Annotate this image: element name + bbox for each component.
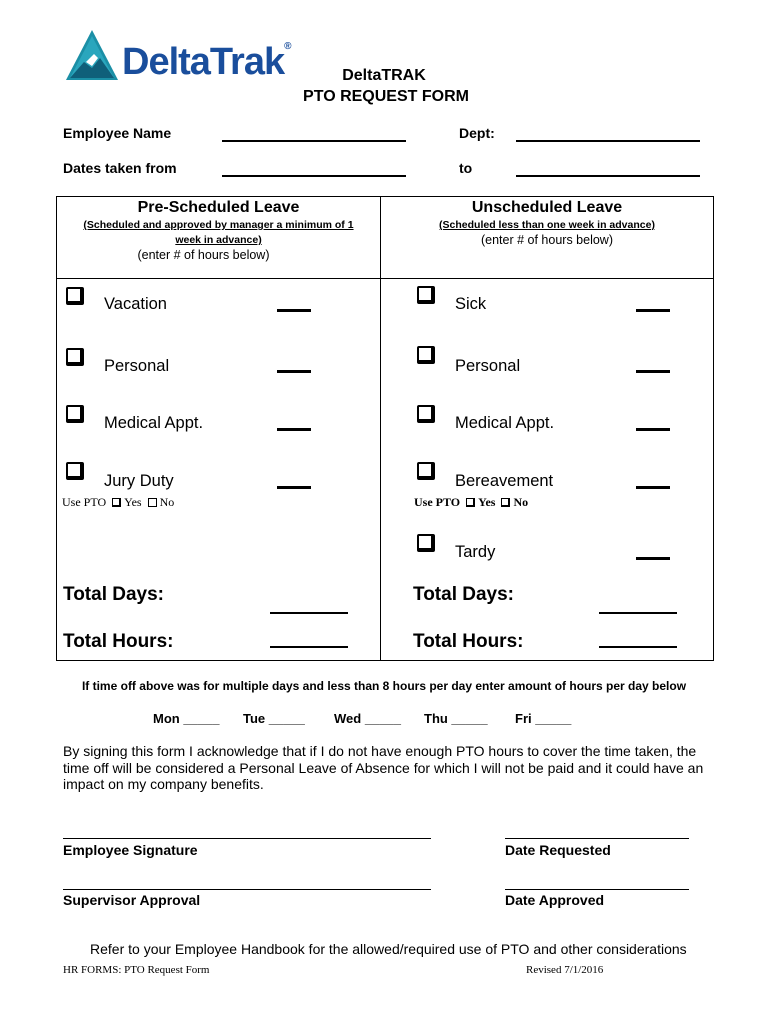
trademark-mark: ® (284, 41, 291, 52)
dept-label: Dept: (459, 125, 495, 141)
tardy-hours-field[interactable] (636, 557, 670, 560)
acknowledgement-text (63, 743, 723, 793)
leave-table-header-rule (56, 278, 713, 279)
medical-pre-label: Medical Appt. (104, 414, 204, 432)
friday-hours-field[interactable]: Fri _____ (515, 711, 572, 726)
sick-hours-field[interactable] (636, 309, 670, 312)
jury-use-pto-no-checkbox[interactable] (148, 498, 157, 507)
date-approved-label: Date Approved (505, 892, 605, 908)
pre-total-days-field[interactable] (270, 612, 348, 614)
personal-unsched-checkbox[interactable] (417, 346, 435, 364)
personal-unsched-hours-field[interactable] (636, 370, 670, 373)
date-requested-field[interactable] (505, 838, 689, 839)
personal-unsched-label: Personal (455, 357, 521, 375)
multi-day-note: If time off above was for multiple days and less than 8 hours per day enter amount of hours per day below (81, 679, 687, 693)
leave-table-divider (380, 196, 381, 660)
jury-duty-hours-field[interactable] (277, 486, 311, 489)
medical-unsched-checkbox[interactable] (417, 405, 435, 423)
wednesday-hours-field[interactable]: Wed _____ (334, 711, 401, 726)
jury-duty-label: Jury Duty (104, 472, 174, 490)
pre-scheduled-subtitle-2: week in advance) (175, 234, 262, 246)
unscheduled-title: Unscheduled Leave (471, 199, 623, 216)
dates-from-label: Dates taken from (63, 160, 177, 176)
medical-unsched-label: Medical Appt. (455, 414, 555, 432)
bereavement-use-pto-no-checkbox[interactable] (501, 498, 510, 507)
acknowledgement-line-2: time off will be considered a Personal Leave of Absence for which I will not be paid and it could have an (63, 759, 704, 776)
jury-use-pto-label: Use PTO (62, 495, 107, 509)
footer-form-name: HR FORMS: PTO Request Form (63, 964, 210, 976)
pre-scheduled-enter-hours: (enter # of hours below) (137, 248, 270, 262)
acknowledgement-line-1: By signing this form I acknowledge that if I do not have enough PTO hours to cover the time taken, the (63, 743, 697, 759)
supervisor-approval-label: Supervisor Approval (63, 892, 201, 908)
bereavement-hours-field[interactable] (636, 486, 670, 489)
pre-total-hours-field[interactable] (270, 646, 348, 648)
medical-pre-checkbox[interactable] (66, 405, 84, 423)
employee-name-label: Employee Name (63, 125, 172, 141)
employee-name-field[interactable] (222, 140, 406, 142)
bereavement-checkbox[interactable] (417, 462, 435, 480)
date-requested-label: Date Requested (505, 842, 611, 858)
bereavement-use-pto-label: Use PTO (414, 495, 461, 509)
employee-signature-field[interactable] (63, 838, 431, 839)
medical-pre-hours-field[interactable] (277, 428, 311, 431)
bereavement-use-pto-no-label: No (513, 495, 529, 509)
sick-label: Sick (455, 295, 487, 313)
bereavement-use-pto (414, 495, 528, 510)
thursday-hours-field[interactable]: Thu _____ (424, 711, 488, 726)
tardy-checkbox[interactable] (417, 534, 435, 552)
delta-mountain-icon (64, 28, 120, 84)
handbook-note: Refer to your Employee Handbook for the allowed/required use of PTO and other considerations (90, 941, 687, 957)
logo-text: DeltaTrak (122, 41, 285, 83)
dates-to-label: to (459, 160, 473, 176)
medical-unsched-hours-field[interactable] (636, 428, 670, 431)
vacation-label: Vacation (104, 295, 167, 313)
sick-checkbox[interactable] (417, 286, 435, 304)
monday-hours-field[interactable]: Mon _____ (153, 711, 220, 726)
unsched-total-days-label: Total Days: (413, 584, 515, 605)
form-company-title: DeltaTRAK (342, 67, 426, 84)
acknowledgement-line-3: impact on my company benefits. (63, 776, 264, 792)
footer-revised-date: Revised 7/1/2016 (526, 964, 604, 976)
bereavement-use-pto-yes-checkbox[interactable] (466, 498, 475, 507)
personal-pre-checkbox[interactable] (66, 348, 84, 366)
date-approved-field[interactable] (505, 889, 689, 890)
jury-use-pto (62, 495, 174, 510)
pre-scheduled-title: Pre-Scheduled Leave (137, 199, 300, 216)
personal-pre-hours-field[interactable] (277, 370, 311, 373)
employee-signature-label: Employee Signature (63, 842, 198, 858)
unsched-total-hours-field[interactable] (599, 646, 677, 648)
form-title: PTO REQUEST FORM (303, 88, 469, 105)
personal-pre-label: Personal (104, 357, 170, 375)
company-logo (64, 28, 296, 86)
pre-scheduled-subtitle-1: (Scheduled and approved by manager a minimum of 1 (83, 219, 354, 231)
tuesday-hours-field[interactable]: Tue _____ (243, 711, 305, 726)
dept-field[interactable] (516, 140, 700, 142)
dates-to-field[interactable] (516, 175, 700, 177)
bereavement-label: Bereavement (455, 472, 554, 490)
unsched-total-days-field[interactable] (599, 612, 677, 614)
pre-total-hours-label: Total Hours: (63, 631, 174, 652)
dates-from-field[interactable] (222, 175, 406, 177)
vacation-checkbox[interactable] (66, 287, 84, 305)
jury-use-pto-yes-label: Yes (124, 495, 142, 509)
unscheduled-subtitle: (Scheduled less than one week in advance) (439, 219, 655, 231)
supervisor-approval-field[interactable] (63, 889, 431, 890)
pre-total-days-label: Total Days: (63, 584, 165, 605)
unsched-total-hours-label: Total Hours: (413, 631, 524, 652)
tardy-label: Tardy (455, 543, 496, 561)
jury-use-pto-yes-checkbox[interactable] (112, 498, 121, 507)
bereavement-use-pto-yes-label: Yes (478, 495, 496, 509)
unscheduled-enter-hours: (enter # of hours below) (480, 233, 613, 247)
jury-use-pto-no-label: No (159, 495, 175, 509)
vacation-hours-field[interactable] (277, 309, 311, 312)
jury-duty-checkbox[interactable] (66, 462, 84, 480)
